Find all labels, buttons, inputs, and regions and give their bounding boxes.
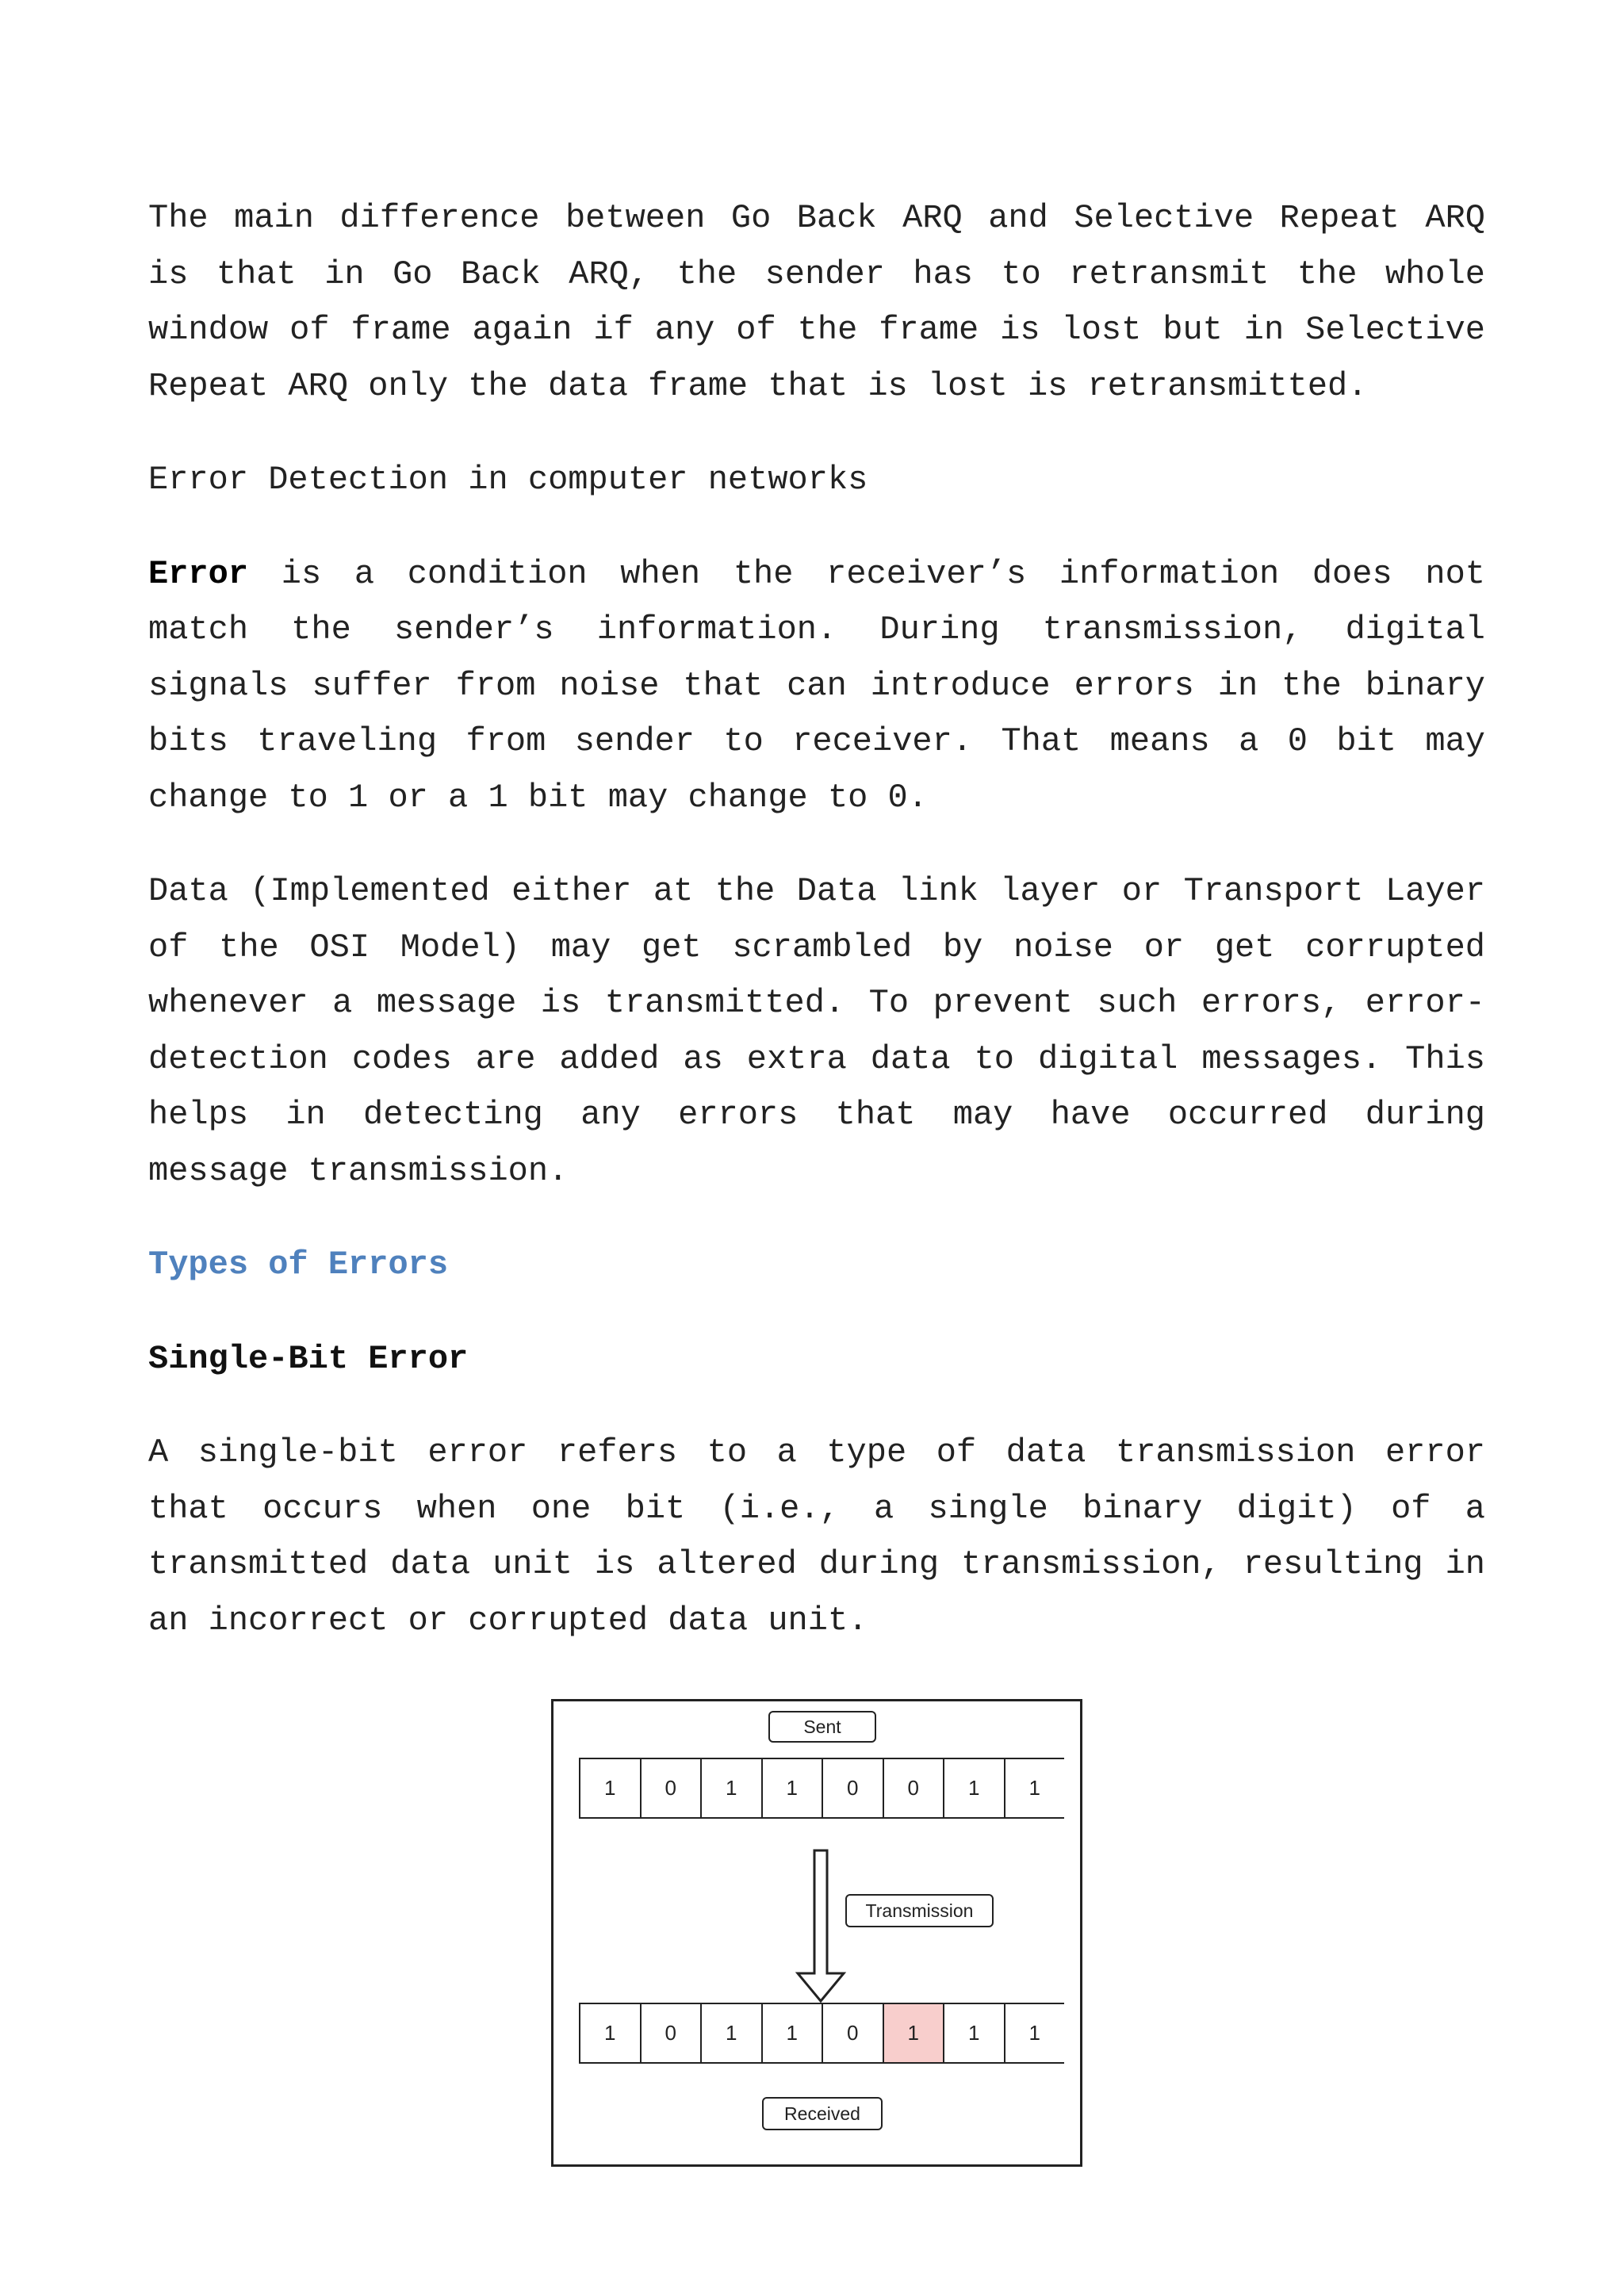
paragraph-error-detection-title: Error Detection in computer networks	[148, 461, 868, 499]
sent-bit-7: 1	[1004, 1759, 1065, 1817]
paragraph-error-definition	[148, 546, 1485, 826]
received-bit-2: 1	[700, 2004, 761, 2062]
received-bit-7: 1	[1004, 2004, 1065, 2062]
sent-bit-6: 1	[943, 1759, 1004, 1817]
transmission-label: Transmission	[845, 1894, 994, 1927]
error-term: Error	[148, 554, 249, 593]
sent-bit-4: 0	[822, 1759, 883, 1817]
sent-label: Sent	[768, 1711, 876, 1743]
received-bit-1: 0	[640, 2004, 701, 2062]
single-bit-error-diagram	[551, 1699, 1082, 2167]
sent-bit-5: 0	[883, 1759, 944, 1817]
sent-bit-3: 1	[761, 1759, 822, 1817]
received-bit-4: 0	[822, 2004, 883, 2062]
heading-types-of-errors: Types of Errors	[148, 1246, 449, 1284]
received-label: Received	[762, 2097, 883, 2130]
error-definition-text: is a condition when the receiver’s information does not match the sender’s information. During transmission, digital signals suffer from noise that can introduce errors in the binary bits traveling from sender to receiver. That means a 0 bit may change to 1 or a 1 bit may change to 0.	[148, 554, 1485, 817]
document-body	[148, 190, 1485, 1648]
received-bit-6: 1	[943, 2004, 1004, 2062]
sent-bit-2: 1	[700, 1759, 761, 1817]
heading-single-bit-error: Single-Bit Error	[148, 1339, 469, 1378]
paragraph-arq-difference: The main difference between Go Back ARQ and Selective Repeat ARQ is that in Go Back ARQ, the sender has to retransmit the whole window of frame again if any of the frame is lost but in Selective Repeat ARQ only the data frame that is lost is retransmitted.	[148, 199, 1485, 405]
sent-bit-1: 0	[640, 1759, 701, 1817]
received-bit-5: 1	[883, 2004, 944, 2062]
paragraph-data-corruption: Data (Implemented either at the Data link layer or Transport Layer of the OSI Model) may get scrambled by noise or get corrupted whenever a message is transmitted. To prevent such errors, error-detection codes are added as extra data to digital messages. This helps in detecting any errors that may have occurred during message transmission.	[148, 872, 1485, 1190]
paragraph-single-bit-definition: A single-bit error refers to a type of data transmission error that occurs when one bit (i.e., a single binary digit) of a transmitted data unit is altered during transmission, resulting in an incorrect or corrupted data unit.	[148, 1433, 1485, 1640]
received-bit-3: 1	[761, 2004, 822, 2062]
received-bits-row	[579, 2003, 1064, 2064]
sent-bit-0: 1	[579, 1759, 640, 1817]
received-bit-0: 1	[579, 2004, 640, 2062]
